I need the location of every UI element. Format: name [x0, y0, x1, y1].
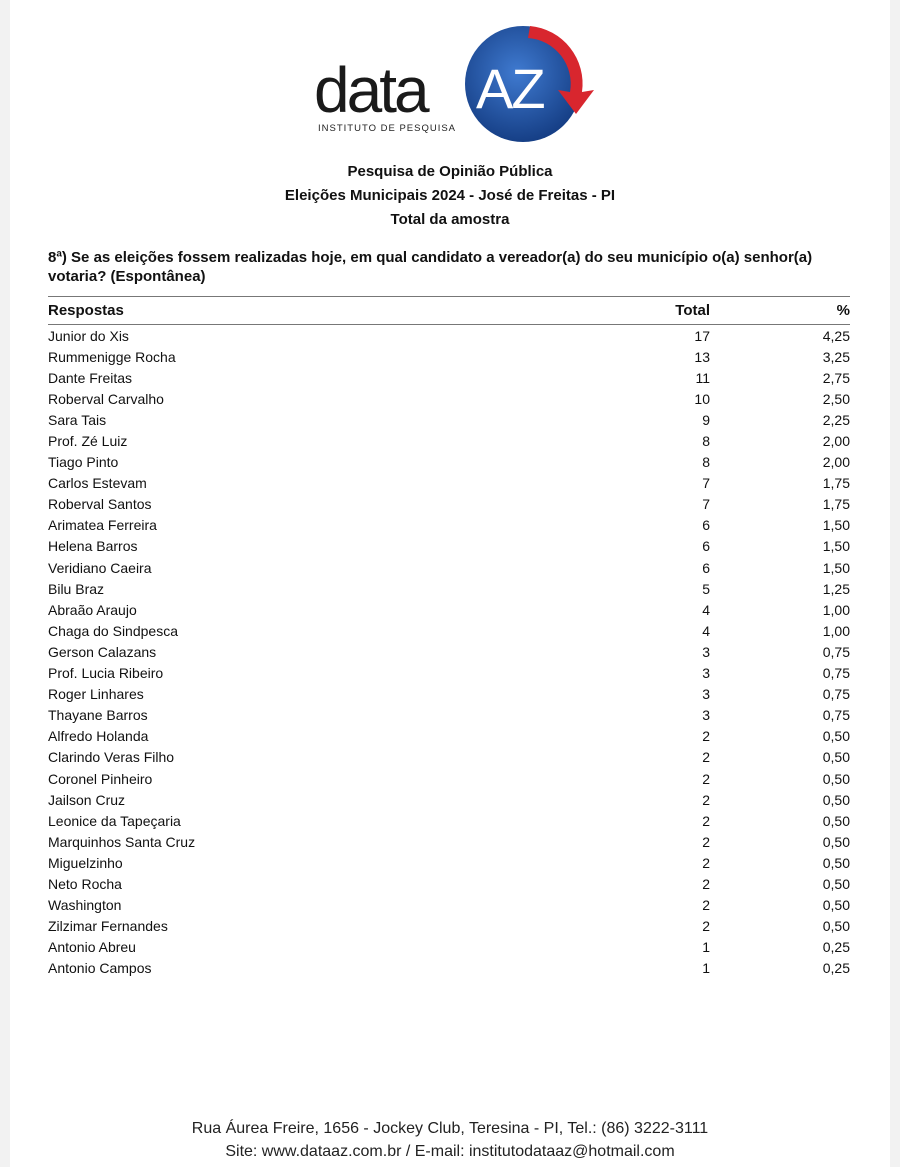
table-cell-percent: 1,50: [822, 517, 850, 534]
table-cell-response: Gerson Calazans: [48, 643, 157, 660]
table-cell-response: Junior do Xis: [48, 327, 129, 344]
table-row: [48, 663, 850, 684]
table-cell-response: Rummenigge Rocha: [48, 348, 176, 365]
table-cell-response: Clarindo Veras Filho: [48, 749, 175, 766]
table-cell-percent: 0,75: [822, 643, 850, 660]
table-cell-total: 3: [702, 643, 710, 660]
table-cell-percent: 1,25: [822, 580, 850, 597]
table-cell-response: Marquinhos Santa Cruz: [48, 833, 196, 850]
table-cell-percent: 2,00: [822, 433, 850, 450]
table-cell-total: 3: [702, 665, 710, 682]
table-row: [48, 430, 850, 451]
table-cell-percent: 1,75: [822, 475, 850, 492]
table-row: [48, 958, 850, 979]
table-row: [48, 810, 850, 831]
footer-contact: Site: www.dataaz.com.br / E-mail: institutodataaz@hotmail.com: [225, 1143, 675, 1160]
table-cell-response: Sara Tais: [48, 411, 107, 428]
table-cell-percent: 0,75: [822, 665, 850, 682]
table-cell-total: 10: [694, 390, 710, 407]
survey-title: Pesquisa de Opinião Pública: [347, 163, 553, 180]
table-row: [48, 831, 850, 852]
table-cell-percent: 0,50: [822, 812, 850, 829]
table-cell-total: 2: [702, 791, 710, 808]
table-cell-response: Roger Linhares: [48, 686, 144, 703]
table-cell-response: Thayane Barros: [48, 707, 148, 724]
sample-title: Total da amostra: [390, 211, 510, 228]
table-row: [48, 895, 850, 916]
table-row: [48, 768, 850, 789]
table-cell-response: Chaga do Sindpesca: [48, 622, 178, 639]
table-cell-response: Coronel Pinheiro: [48, 770, 153, 787]
table-cell-response: Washington: [48, 897, 122, 914]
table-cell-total: 3: [702, 686, 710, 703]
table-row: [48, 747, 850, 768]
table-cell-percent: 2,00: [822, 454, 850, 471]
table-cell-response: Antonio Abreu: [48, 939, 136, 956]
table-cell-percent: 1,00: [822, 601, 850, 618]
table-cell-response: Antonio Campos: [48, 960, 152, 977]
footer-address: Rua Áurea Freire, 1656 - Jockey Club, Teresina - PI, Tel.: (86) 3222-3111: [191, 1120, 709, 1137]
table-row: [48, 325, 850, 347]
table-cell-total: 5: [702, 580, 710, 597]
table-cell-percent: 0,75: [822, 686, 850, 703]
table-cell-response: Prof. Lucia Ribeiro: [48, 665, 164, 682]
table-cell-percent: 2,75: [822, 369, 850, 386]
table-cell-response: Helena Barros: [48, 538, 138, 555]
table-row: [48, 641, 850, 662]
table-cell-total: 6: [702, 538, 710, 555]
table-row: [48, 452, 850, 473]
table-cell-percent: 0,50: [822, 728, 850, 745]
table-cell-percent: 1,50: [822, 538, 850, 555]
table-cell-total: 2: [702, 918, 710, 935]
table-row: [48, 599, 850, 620]
table-cell-response: Leonice da Tapeçaria: [48, 812, 181, 829]
table-cell-response: Arimatea Ferreira: [48, 517, 157, 534]
table-row: [48, 705, 850, 726]
table-cell-response: Carlos Estevam: [48, 475, 147, 492]
results-table: [48, 296, 850, 979]
table-row: [48, 536, 850, 557]
table-row: [48, 578, 850, 599]
logo-graphic: [308, 18, 604, 152]
table-cell-percent: 1,50: [822, 559, 850, 576]
table-row: [48, 620, 850, 641]
table-cell-response: Jailson Cruz: [48, 791, 126, 808]
table-row: [48, 494, 850, 515]
table-cell-response: Tiago Pinto: [48, 454, 119, 471]
table-cell-total: 2: [702, 833, 710, 850]
table-cell-total: 2: [702, 770, 710, 787]
table-cell-total: 4: [702, 601, 710, 618]
table-row: [48, 916, 850, 937]
table-cell-total: 6: [702, 559, 710, 576]
table-cell-percent: 0,50: [822, 749, 850, 766]
table-cell-total: 2: [702, 749, 710, 766]
table-cell-percent: 4,25: [822, 327, 850, 344]
table-row: [48, 937, 850, 958]
table-cell-percent: 0,50: [822, 918, 850, 935]
table-cell-response: Alfredo Holanda: [48, 728, 149, 745]
table-cell-total: 2: [702, 875, 710, 892]
table-row: [48, 684, 850, 705]
table-cell-percent: 2,25: [822, 411, 850, 428]
table-cell-total: 2: [702, 897, 710, 914]
table-row: [48, 473, 850, 494]
table-cell-total: 17: [694, 327, 710, 344]
table-cell-response: Dante Freitas: [48, 369, 133, 386]
table-cell-total: 13: [694, 348, 710, 365]
table-row: [48, 388, 850, 409]
table-row: [48, 789, 850, 810]
table-cell-total: 2: [702, 812, 710, 829]
table-cell-response: Prof. Zé Luiz: [48, 433, 128, 450]
election-title: Eleições Municipais 2024 - José de Freitas - PI: [284, 187, 616, 204]
table-cell-response: Veridiano Caeira: [48, 559, 152, 576]
table-row: [48, 726, 850, 747]
table-cell-percent: 1,75: [822, 496, 850, 513]
table-row: [48, 346, 850, 367]
table-cell-total: 8: [702, 433, 710, 450]
table-row: [48, 557, 850, 578]
table-cell-total: 1: [702, 960, 710, 977]
question-text: 8ª) Se as eleições fossem realizadas hoje, em qual candidato a vereador(a) do seu município o(a) senhor(a) votaria? (Espontânea): [48, 249, 813, 285]
data-az-logo: [308, 18, 604, 152]
column-header-total: Total: [675, 302, 710, 319]
table-cell-percent: 0,25: [822, 939, 850, 956]
table-cell-response: Bilu Braz: [48, 580, 105, 597]
logo-subtitle: INSTITUTO DE PESQUISA: [318, 123, 457, 134]
table-cell-percent: 0,50: [822, 791, 850, 808]
column-header-percent: %: [836, 302, 850, 319]
table-cell-total: 8: [702, 454, 710, 471]
table-cell-total: 2: [702, 728, 710, 745]
logo-word: data: [314, 54, 427, 126]
table-cell-response: Neto Rocha: [48, 875, 122, 892]
table-row: [48, 873, 850, 894]
table-cell-response: Abraão Araujo: [48, 601, 137, 618]
table-cell-percent: 1,00: [822, 622, 850, 639]
table-cell-percent: 0,50: [822, 897, 850, 914]
table-cell-percent: 0,50: [822, 875, 850, 892]
table-cell-percent: 0,25: [822, 960, 850, 977]
table-row: [48, 367, 850, 388]
table-cell-total: 7: [702, 496, 710, 513]
table-body: [48, 325, 850, 979]
table-cell-response: Roberval Santos: [48, 496, 152, 513]
table-cell-total: 1: [702, 939, 710, 956]
table-row: [48, 515, 850, 536]
table-row: [48, 852, 850, 873]
table-row: [48, 409, 850, 430]
table-cell-percent: 3,25: [822, 348, 850, 365]
table-cell-response: Roberval Carvalho: [48, 390, 164, 407]
table-cell-total: 4: [702, 622, 710, 639]
table-header-row: [48, 297, 850, 325]
table-cell-total: 2: [702, 854, 710, 871]
table-cell-total: 3: [702, 707, 710, 724]
table-cell-response: Zilzimar Fernandes: [48, 918, 168, 935]
table-cell-percent: 2,50: [822, 390, 850, 407]
table-cell-total: 9: [702, 411, 710, 428]
table-cell-total: 6: [702, 517, 710, 534]
table-cell-total: 11: [695, 369, 710, 386]
table-cell-percent: 0,50: [822, 770, 850, 787]
table-cell-percent: 0,50: [822, 854, 850, 871]
table-cell-percent: 0,50: [822, 833, 850, 850]
table-cell-percent: 0,75: [822, 707, 850, 724]
document-page: [10, 0, 890, 1167]
table-cell-response: Miguelzinho: [48, 854, 123, 871]
logo-mark: AZ: [476, 57, 544, 120]
table-cell-total: 7: [702, 475, 710, 492]
column-header-respostas: Respostas: [48, 302, 124, 319]
